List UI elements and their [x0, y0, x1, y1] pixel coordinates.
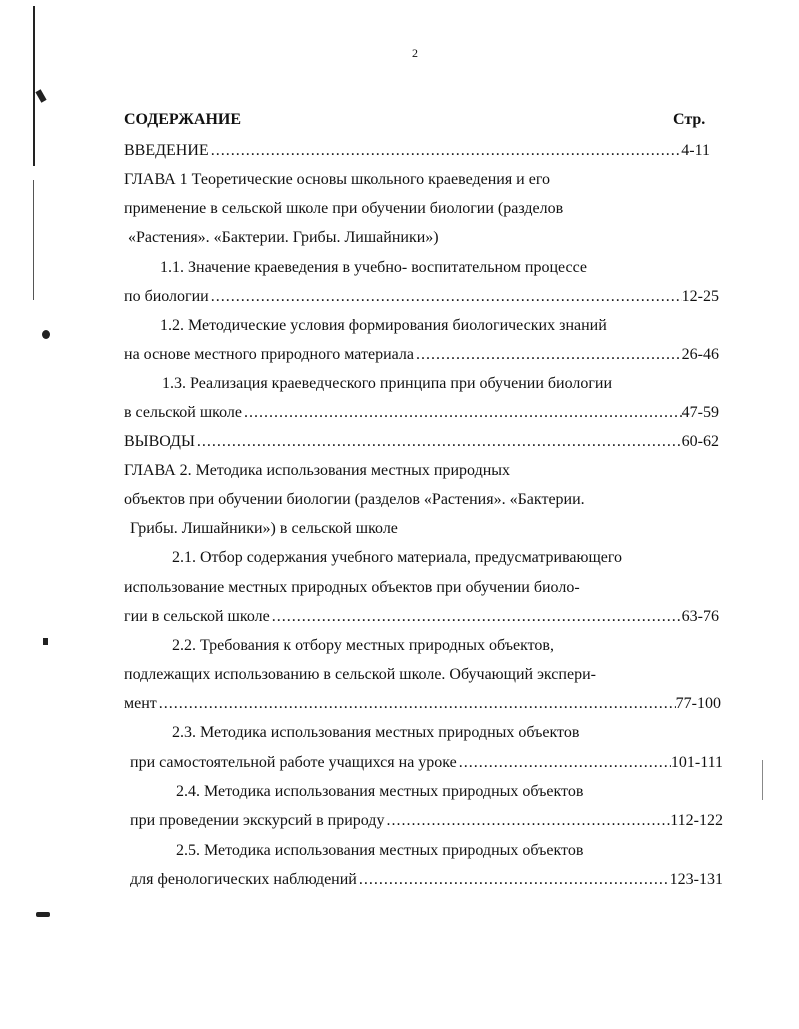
toc-entry	[128, 226, 439, 250]
toc-entry	[176, 839, 583, 863]
leader-dots	[457, 751, 671, 775]
toc-entry	[172, 721, 579, 745]
toc-entry-text: в сельской школе	[124, 404, 243, 421]
toc-entry-page: 26-46	[681, 346, 719, 363]
scan-mark-line	[33, 6, 35, 166]
leader-dots	[270, 605, 682, 629]
toc-entry	[124, 401, 719, 425]
toc-entry	[124, 605, 719, 629]
leader-dots	[157, 692, 676, 716]
scan-mark-dot	[42, 330, 50, 339]
toc-entry	[172, 546, 622, 570]
toc-entry	[124, 430, 719, 454]
toc-entry	[160, 256, 587, 280]
toc-entry-text: 2.2. Требования к отбору местных природных объектов,	[172, 637, 554, 654]
toc-entry-page: 47-59	[681, 404, 719, 421]
toc-entry-text: мент	[124, 695, 157, 712]
toc-entry	[124, 197, 563, 221]
toc-entry-text: 2.5. Методика использования местных природных объектов	[176, 842, 584, 859]
toc-entry	[130, 517, 398, 541]
toc-entry	[130, 809, 723, 833]
toc-entry-text: при самостоятельной работе учащихся на уроке	[130, 754, 457, 771]
toc-entry	[130, 751, 723, 775]
toc-entry-text: ГЛАВА 1 Теоретические основы школьного краеведения и его	[124, 171, 551, 188]
scan-mark-line	[33, 180, 34, 300]
toc-entry-text: «Растения». «Бактерии. Грибы. Лишайники»)	[128, 229, 439, 246]
toc-entry-page: 63-76	[681, 608, 719, 625]
toc-entry	[124, 692, 721, 716]
toc-entry	[124, 168, 550, 192]
leader-dots	[357, 868, 670, 892]
toc-entry	[124, 343, 719, 367]
toc-heading: СОДЕРЖАНИЕ	[124, 111, 242, 128]
page-number: 2	[412, 46, 418, 60]
toc-entry	[130, 868, 723, 892]
toc-entry-text: 2.3. Методика использования местных природных объектов	[172, 724, 580, 741]
toc-entry	[160, 314, 607, 338]
leader-dots	[414, 343, 682, 367]
toc-entry-text: 2.4. Методика использования местных природных объектов	[176, 783, 584, 800]
scan-mark-line	[762, 760, 763, 800]
leader-dots	[384, 809, 670, 833]
toc-entry	[124, 459, 510, 483]
scan-mark-blob	[35, 89, 46, 102]
toc-entry-text: при проведении экскурсий в природу	[130, 812, 385, 829]
toc-entry	[176, 780, 583, 804]
toc-entry	[172, 634, 554, 658]
leader-dots	[209, 285, 682, 309]
toc-entry-text: ВЫВОДЫ	[124, 433, 195, 450]
toc-entry-text: ГЛАВА 2. Методика использования местных природных	[124, 462, 511, 479]
toc-entry-text: гии в сельской школе	[124, 608, 270, 625]
toc-entry-text: на основе местного природного материала	[124, 346, 414, 363]
leader-dots	[195, 430, 682, 454]
scan-mark-dot	[43, 638, 48, 645]
toc-entry-text: Грибы. Лишайники») в сельской школе	[130, 520, 398, 537]
toc-entry-page: 112-122	[670, 812, 723, 829]
toc-entry	[124, 576, 580, 600]
toc-entry-text: 1.2. Методические условия формирования биологических знаний	[160, 317, 607, 334]
toc-entry-text: 2.1. Отбор содержания учебного материала, предусматривающего	[172, 549, 623, 566]
toc-entry-page: 77-100	[675, 695, 721, 712]
page-column-label: Стр.	[673, 111, 706, 128]
toc-entry-text: объектов при обучении биологии (разделов «Растения». «Бактерии.	[124, 491, 585, 508]
toc-entry	[124, 488, 585, 512]
toc-entry-text: 1.3. Реализация краеведческого принципа при обучении биологии	[162, 375, 613, 392]
scan-mark-dot	[36, 912, 50, 917]
toc-entry	[124, 139, 710, 163]
toc-entry-page: 4-11	[681, 142, 710, 159]
toc-entry	[162, 372, 612, 396]
toc-entry-text: 1.1. Значение краеведения в учебно- воспитательном процессе	[160, 259, 588, 276]
leader-dots	[242, 401, 682, 425]
toc-entry-text: подлежащих использованию в сельской школе. Обучающий экспери-	[124, 666, 596, 683]
leader-dots	[209, 139, 682, 163]
toc-entry	[124, 285, 719, 309]
toc-entry-text: для фенологических наблюдений	[130, 871, 357, 888]
toc-entry-text: ВВЕДЕНИЕ	[124, 142, 209, 159]
toc-entry-text: использование местных природных объектов при обучении биоло-	[124, 579, 580, 596]
toc-entry-page: 12-25	[681, 288, 719, 305]
toc-entry-text: применение в сельской школе при обучении биологии (разделов	[124, 200, 564, 217]
toc-entry-text: по биологии	[124, 288, 209, 305]
toc-entry-page: 101-111	[670, 754, 723, 771]
toc-entry-page: 123-131	[669, 871, 723, 888]
toc-entry-page: 60-62	[681, 433, 719, 450]
toc-entry	[124, 663, 596, 687]
